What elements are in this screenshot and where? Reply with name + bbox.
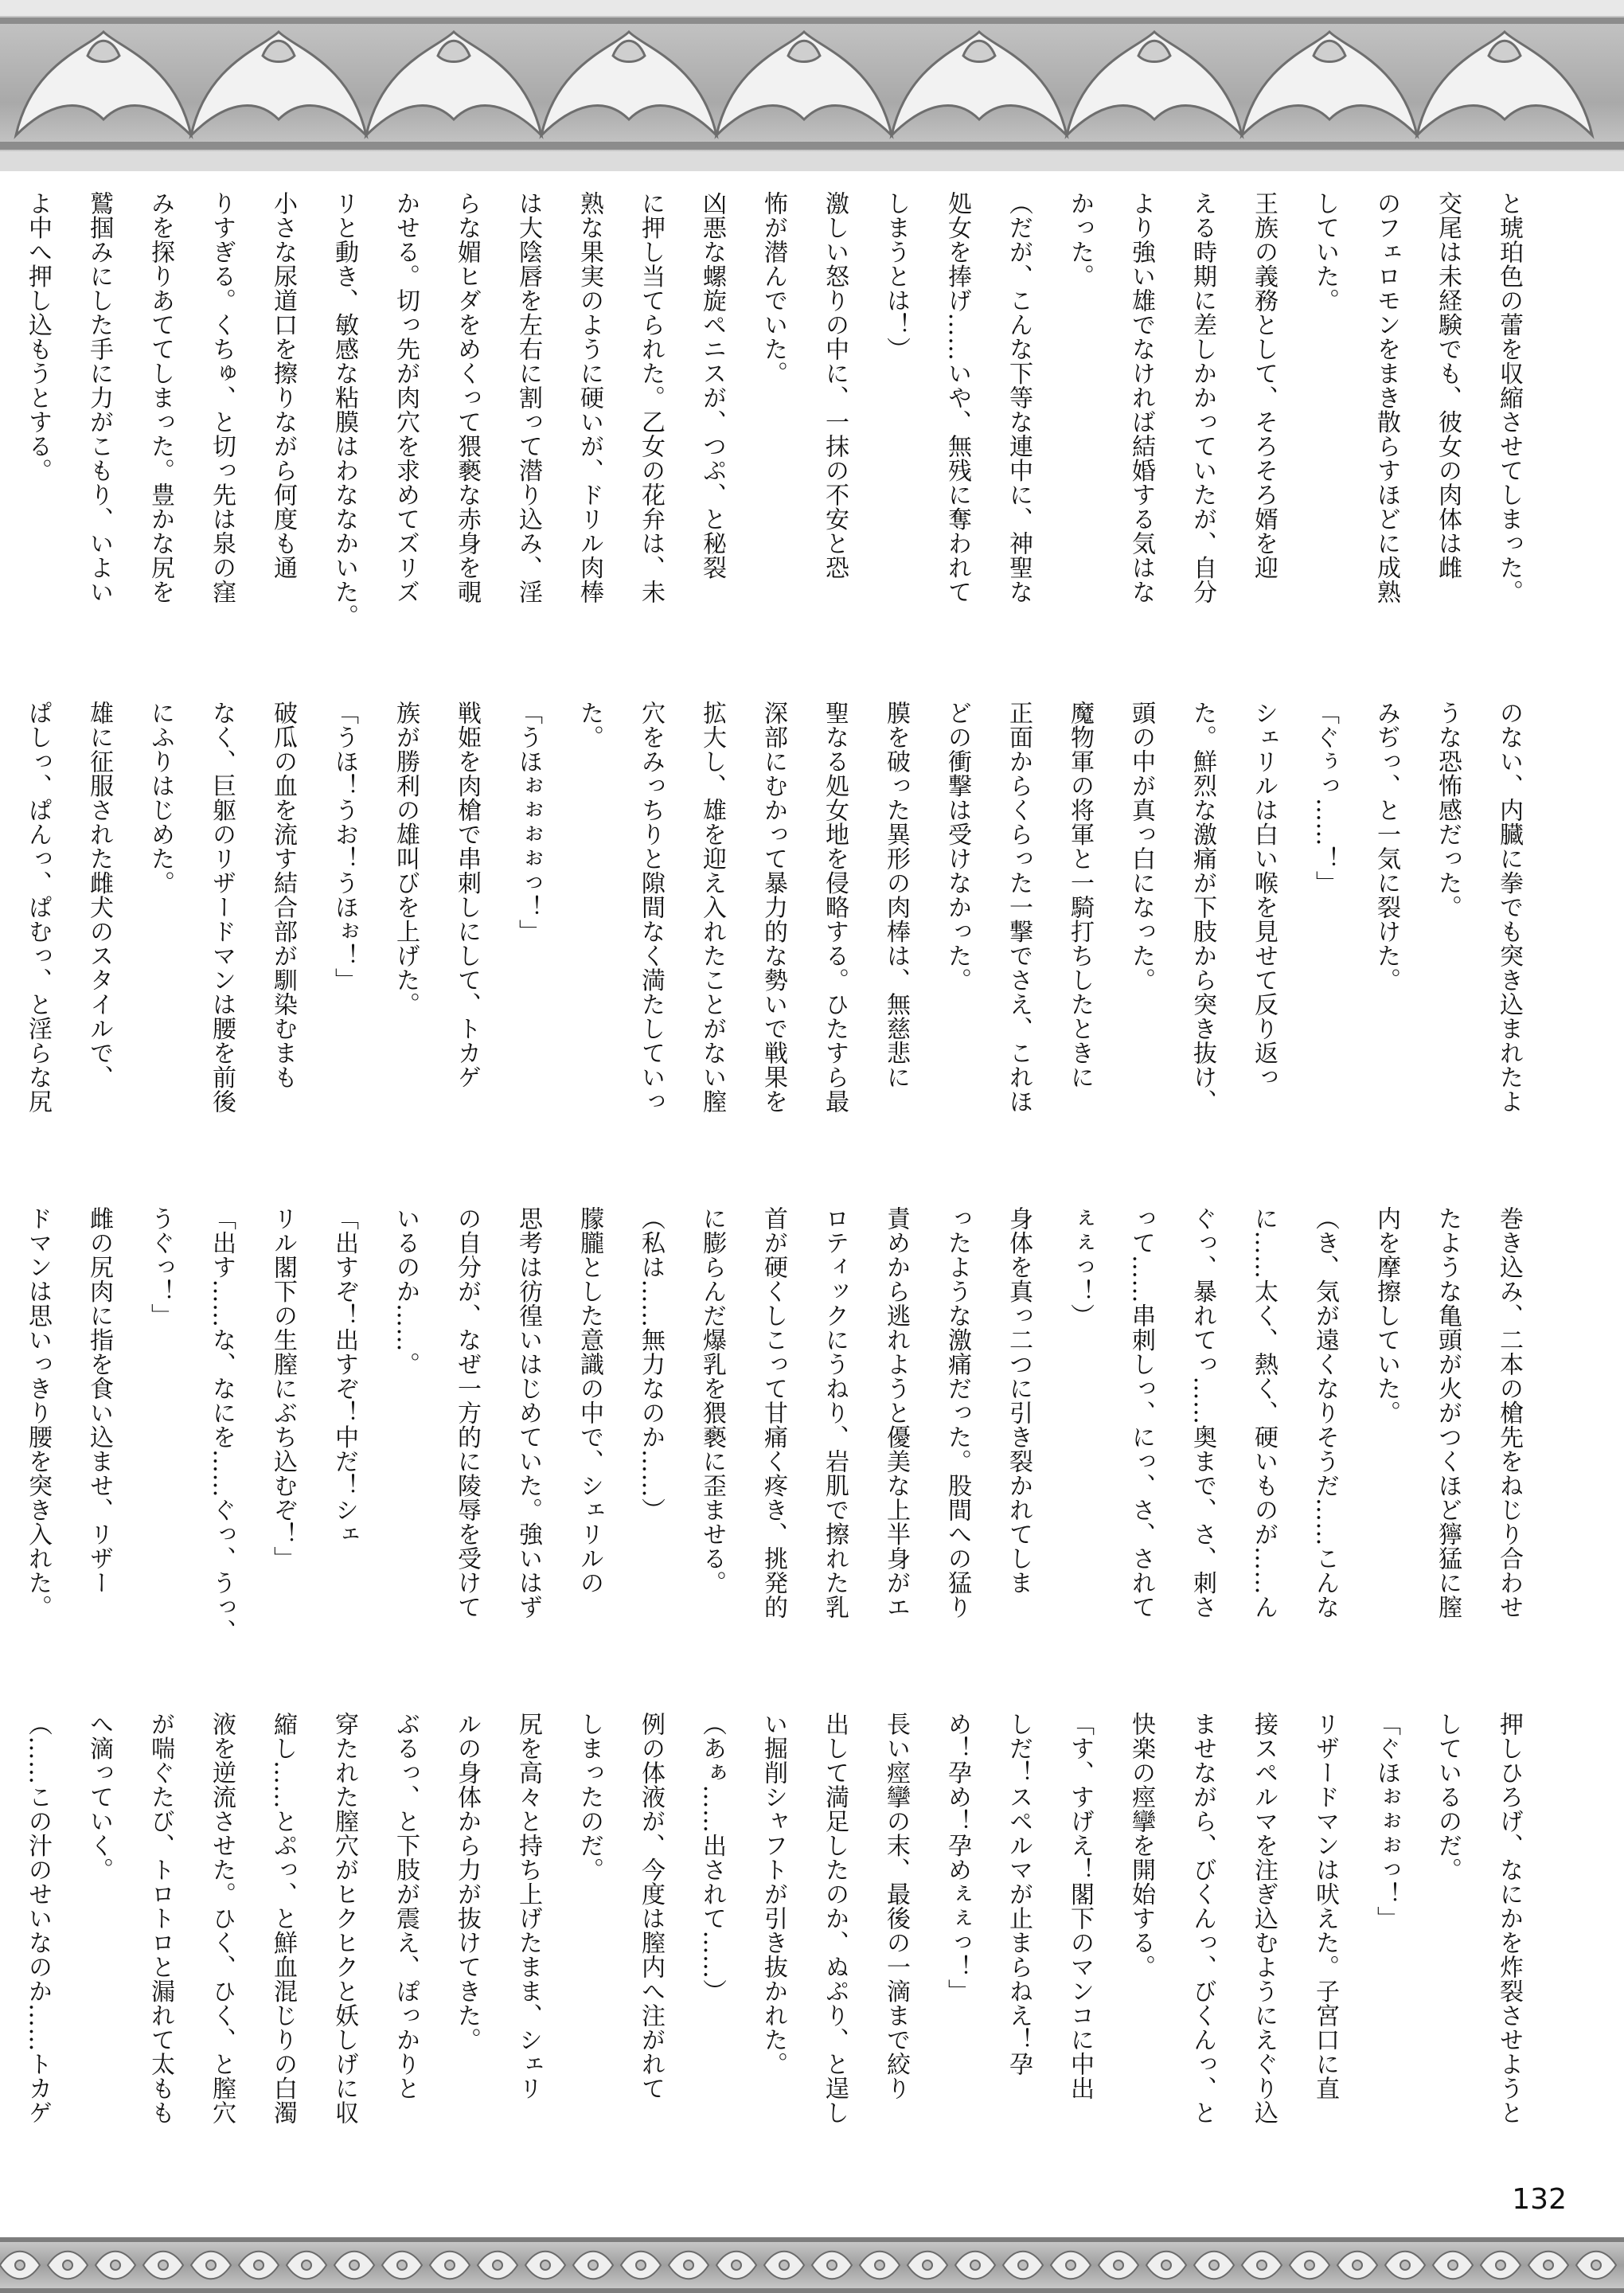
text-column: 「出す……な、なにを……ぐっ、うっ、 [208, 1206, 236, 1643]
text-column: に……太く、熱く、硬いものが……ん [1250, 1206, 1278, 1619]
text-column: かせる。切っ先が肉穴を求めてズリズ [392, 191, 420, 604]
text-column: い掘削シャフトが引き抜かれた。 [759, 1712, 787, 2076]
text-column: 拡大し、雄を迎え入れたことがない膣 [698, 701, 726, 1114]
text-column: 責めから逃れようと優美な上半身がエ [882, 1206, 910, 1619]
text-column: 雌の尻肉に指を食い込ませ、リザー [85, 1206, 113, 1595]
text-column: 快楽の痙攣を開始する。 [1127, 1712, 1155, 1979]
text-column: 戦姫を肉槍で串刺しにして、トカゲ [453, 701, 481, 1089]
text-column: 内を摩擦していた。 [1372, 1206, 1400, 1425]
text-column: しまうとは！） [882, 191, 910, 361]
text-column: のない、内臓に拳でも突き込まれたよ [1495, 701, 1523, 1114]
text-column: ぱしっ、ぱんっ、ぱむっ、と淫らな尻 [24, 701, 52, 1114]
text-column: が喘ぐたび、トロトロと漏れて太もも [146, 1712, 174, 2125]
text-column: ロティックにうねり、岩肌で擦れた乳 [821, 1206, 849, 1619]
text-tier-2 [24, 701, 1532, 1202]
text-tier-1 [24, 191, 1532, 693]
text-column: って……串刺しっ、にっ、さ、されて [1127, 1206, 1155, 1619]
text-column: 思考は彷徨いはじめていた。強いはず [514, 1206, 542, 1619]
text-column: いるのか……。 [392, 1206, 420, 1377]
text-column: 「す、すげえ！閣下のマンコに中出 [1066, 1712, 1094, 2100]
text-column: 例の体液が、今度は膣内へ注がれて [637, 1712, 665, 2100]
text-column: 激しい怒りの中に、一抹の不安と恐 [821, 191, 849, 580]
text-column: リと動き、敏感な粘膜はわななかいた。 [330, 191, 358, 628]
page-number: 132 [1512, 2183, 1567, 2216]
text-column: しだ！スペルマが止まらねえ！孕 [1005, 1712, 1033, 2076]
text-column: 出して満足したのか、ぬぷり、と逞し [821, 1712, 849, 2125]
text-column: ぇぇっ！） [1066, 1206, 1094, 1328]
text-column: みぢっ、と一気に裂けた。 [1372, 701, 1400, 992]
text-column: 熟な果実のように硬いが、ドリル肉棒 [576, 191, 603, 604]
text-column: 「うほ！うお！うほぉ！」 [330, 701, 358, 992]
text-column: （私は……無力なのか……） [637, 1206, 665, 1522]
text-column: 王族の義務として、そろそろ婿を迎 [1250, 191, 1278, 580]
ornament-pattern-bottom [0, 2237, 1624, 2293]
text-column: より強い雄でなければ結婚する気はな [1127, 191, 1155, 604]
text-column: 尻を高々と持ち上げたまま、シェリ [514, 1712, 542, 2100]
text-column: 押しひろげ、なにかを炸裂させようと [1495, 1712, 1523, 2125]
text-column: 「出すぞ！出すぞ！中だ！シェ [330, 1206, 358, 1546]
text-column: （き、気が遠くなりそうだ……こんな [1311, 1206, 1339, 1619]
text-column: リル閣下の生膣にぶち込むぞ！」 [269, 1206, 297, 1571]
text-column: の自分が、なぜ一方的に陵辱を受けて [453, 1206, 481, 1619]
text-column: （あぁ……出されて……） [698, 1712, 726, 2003]
text-column: 小さな尿道口を擦りながら何度も通 [269, 191, 297, 580]
text-column: ルの身体から力が抜けてきた。 [453, 1712, 481, 2052]
text-column: ませながら、びくんっ、びくんっ、と [1189, 1712, 1216, 2125]
decorative-bottom-border [0, 2237, 1624, 2293]
text-column: 雄に征服された雌犬のスタイルで、 [85, 701, 113, 1089]
text-column: 首が硬くしこって甘痛く疼き、挑発的 [759, 1206, 787, 1619]
text-column: 凶悪な螺旋ペニスが、つぷ、と秘裂 [698, 191, 726, 580]
text-column: 「ぐぅっ……！」 [1311, 701, 1339, 895]
text-column: 聖なる処女地を侵略する。ひたすら最 [821, 701, 849, 1114]
text-column: える時期に差しかかっていたが、自分 [1189, 191, 1216, 604]
text-column: に膨らんだ爆乳を猥褻に歪ませる。 [698, 1206, 726, 1595]
text-column: うな恐怖感だった。 [1434, 701, 1462, 920]
text-column: へ滴っていく。 [85, 1712, 113, 1882]
text-column: ったような激痛だった。股間への猛り [943, 1206, 971, 1619]
text-column: シェリルは白い喉を見せて反り返っ [1250, 701, 1278, 1089]
text-column: 処女を捧げ……いや、無残に奪われて [943, 191, 971, 604]
text-column: 長い痙攣の末、最後の一滴まで絞り [882, 1712, 910, 2100]
text-column: よ中へ押し込もうとする。 [24, 191, 52, 482]
text-column: め！孕め！孕めぇぇっ！」 [943, 1712, 971, 2003]
text-column: みを探りあててしまった。豊かな尻を [146, 191, 174, 604]
text-tier-3 [24, 1206, 1532, 1708]
text-column: どの衝撃は受けなかった。 [943, 701, 971, 992]
text-tier-4 [24, 1712, 1532, 2213]
text-column: 交尾は未経験でも、彼女の肉体は雌 [1434, 191, 1462, 580]
text-column: 鷲掴みにした手に力がこもり、いよい [85, 191, 113, 604]
text-column: ぶるっ、と下肢が震え、ぽっかりと [392, 1712, 420, 2100]
text-column: 「うほぉぉぉぉっ！」 [514, 701, 542, 943]
text-column: していた。 [1311, 191, 1339, 313]
text-column: 巻き込み、二本の槍先をねじり合わせ [1495, 1206, 1523, 1619]
text-column: のフェロモンをまき散らすほどに成熟 [1372, 191, 1400, 604]
text-column: リザードマンは吠えた。子宮口に直 [1311, 1712, 1339, 2100]
decorative-top-border [0, 0, 1624, 171]
text-column: うぐっ！」 [146, 1206, 174, 1328]
text-column: 接スペルマを注ぎ込むようにえぐり込 [1250, 1712, 1278, 2125]
text-column: 頭の中が真っ白になった。 [1127, 701, 1155, 992]
text-column: た。 [576, 701, 603, 749]
text-column: にふりはじめた。 [146, 701, 174, 895]
text-column: 魔物軍の将軍と一騎打ちしたときに [1066, 701, 1094, 1089]
text-column: 深部にむかって暴力的な勢いで戦果を [759, 701, 787, 1114]
text-column: りすぎる。くちゅ、と切っ先は泉の窪 [208, 191, 236, 604]
text-column: しているのだ。 [1434, 1712, 1462, 1882]
text-column: 穴をみっちりと隙間なく満たしていっ [637, 701, 665, 1114]
text-column: ぐっ、暴れてっ……奥まで、さ、刺さ [1189, 1206, 1216, 1619]
text-column: 破瓜の血を流す結合部が馴染むまも [269, 701, 297, 1089]
text-column: 穿たれた膣穴がヒクヒクと妖しげに収 [330, 1712, 358, 2125]
text-column: なく、巨躯のリザードマンは腰を前後 [208, 701, 236, 1114]
text-column: （だが、こんな下等な連中に、神聖な [1005, 191, 1033, 604]
text-column: 縮し……とぷっ、と鮮血混じりの白濁 [269, 1712, 297, 2125]
text-column: ドマンは思いっきり腰を突き入れた。 [24, 1206, 52, 1619]
text-column: らな媚ヒダをめくって猥褻な赤身を覗 [453, 191, 481, 604]
text-column: 「ぐほぉぉぉっ！」 [1372, 1712, 1400, 1931]
text-column: たような亀頭が火がつくほど獰猛に膣 [1434, 1206, 1462, 1619]
text-column: と琥珀色の蕾を収縮させてしまった。 [1495, 191, 1523, 604]
text-column: 怖が潜んでいた。 [759, 191, 787, 385]
text-column: 朦朧とした意識の中で、シェリルの [576, 1206, 603, 1595]
text-column: 身体を真っ二つに引き裂かれてしま [1005, 1206, 1033, 1595]
text-column: に押し当てられた。乙女の花弁は、未 [637, 191, 665, 604]
text-column: 膜を破った異形の肉棒は、無慈悲に [882, 701, 910, 1089]
text-column: た。鮮烈な激痛が下肢から突き抜け、 [1189, 701, 1216, 1114]
text-column: （……この汁のせいなのか……トカゲ [24, 1712, 52, 2125]
ornament-pattern-top [0, 0, 1624, 171]
text-column: かった。 [1066, 191, 1094, 288]
text-column: は大陰唇を左右に割って潜り込み、淫 [514, 191, 542, 604]
text-column: 族が勝利の雄叫びを上げた。 [392, 701, 420, 1017]
text-column: 液を逆流させた。ひく、ひく、と膣穴 [208, 1712, 236, 2125]
text-column: しまったのだ。 [576, 1712, 603, 1882]
text-column: 正面からくらった一撃でさえ、これほ [1005, 701, 1033, 1114]
